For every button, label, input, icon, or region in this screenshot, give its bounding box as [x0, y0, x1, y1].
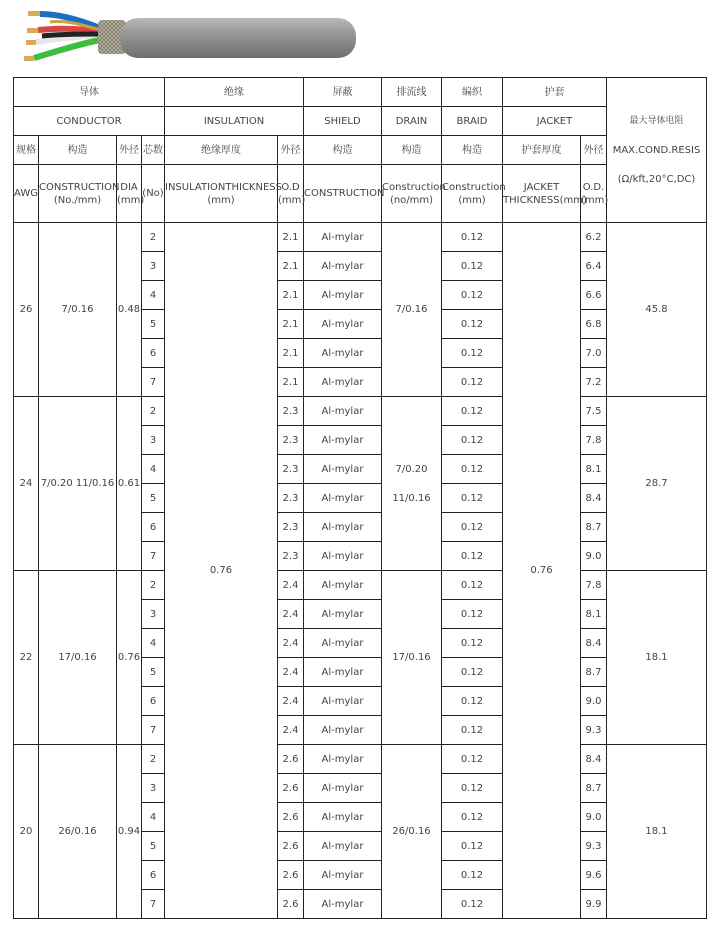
- braid-cell: 0.12: [442, 368, 503, 397]
- jacket-od-cell: 9.3: [581, 832, 607, 861]
- resistance-cell: 18.1: [607, 745, 707, 919]
- header-drain-en: DRAIN: [382, 107, 442, 136]
- dia-cell: 0.48: [117, 223, 142, 397]
- table-row: [14, 571, 707, 600]
- jacket-od-cell: 6.2: [581, 223, 607, 252]
- jacket-od-cell: 6.6: [581, 281, 607, 310]
- braid-cell: 0.12: [442, 397, 503, 426]
- sub-jacket-od-en-label: O.D.: [582, 181, 605, 193]
- cores-cell: 3: [142, 426, 165, 455]
- drain-line: 11/0.16: [392, 492, 431, 504]
- braid-cell: 0.12: [442, 455, 503, 484]
- insulation-od-cell: 2.3: [278, 397, 304, 426]
- jacket-od-cell: 6.8: [581, 310, 607, 339]
- insulation-od-cell: 2.4: [278, 658, 304, 687]
- insulation-od-cell: 2.4: [278, 716, 304, 745]
- cores-cell: 4: [142, 803, 165, 832]
- jacket-od-cell: 9.0: [581, 687, 607, 716]
- cores-cell: 2: [142, 745, 165, 774]
- cores-cell: 3: [142, 774, 165, 803]
- sub-drain-construction-en: [382, 165, 446, 223]
- insulation-od-cell: 2.1: [278, 252, 304, 281]
- cores-cell: 6: [142, 339, 165, 368]
- sub-jacket-thickness-en-label-1: JACKET: [523, 181, 560, 193]
- header-resistance-unit: (Ω/kft,20°C,DC): [617, 173, 696, 185]
- sub-awg-en: AWG: [14, 165, 39, 223]
- drain-line: 26/0.16: [392, 826, 431, 837]
- sub-braid-construction-cn: 构造: [442, 136, 503, 165]
- sub-ins-od-en-label: O.D: [281, 181, 300, 193]
- cable-illustration: [20, 0, 360, 78]
- insulation-od-cell: 2.3: [278, 426, 304, 455]
- braid-cell: 0.12: [442, 745, 503, 774]
- sub-ins-thickness-en: [165, 165, 282, 223]
- cores-cell: 4: [142, 281, 165, 310]
- shield-cell: Al-mylar: [304, 687, 382, 716]
- sub-drain-construction-en-label: Construction: [382, 181, 446, 193]
- shield-cell: Al-mylar: [304, 861, 382, 890]
- insulation-od-cell: 2.6: [278, 832, 304, 861]
- cores-cell: 7: [142, 716, 165, 745]
- jacket-od-cell: 8.7: [581, 774, 607, 803]
- braid-cell: 0.12: [442, 252, 503, 281]
- header-resistance: [607, 78, 707, 223]
- braid-cell: 0.12: [442, 513, 503, 542]
- cable-jacket: [120, 18, 356, 58]
- jacket-od-cell: 7.8: [581, 571, 607, 600]
- shield-cell: Al-mylar: [304, 339, 382, 368]
- insulation-od-cell: 2.3: [278, 542, 304, 571]
- sub-jacket-od-cn: 外径: [581, 136, 607, 165]
- sub-dia-cn: 外径: [117, 136, 142, 165]
- braid-cell: 0.12: [442, 716, 503, 745]
- awg-cell: 20: [14, 745, 39, 919]
- insulation-od-cell: 2.3: [278, 484, 304, 513]
- shield-cell: Al-mylar: [304, 745, 382, 774]
- header-conductor-cn: 导体: [14, 78, 165, 107]
- insulation-od-cell: 2.6: [278, 803, 304, 832]
- cores-cell: 2: [142, 397, 165, 426]
- header-shield-cn: 屏蔽: [304, 78, 382, 107]
- shield-cell: Al-mylar: [304, 426, 382, 455]
- cores-cell: 5: [142, 832, 165, 861]
- construction-cell: 7/0.16: [39, 223, 117, 397]
- jacket-od-cell: 7.8: [581, 426, 607, 455]
- jacket-od-cell: 7.0: [581, 339, 607, 368]
- table-row: [14, 223, 707, 252]
- braid-cell: 0.12: [442, 571, 503, 600]
- sub-construction-cn: 构造: [39, 136, 117, 165]
- insulation-od-cell: 2.3: [278, 455, 304, 484]
- shield-cell: Al-mylar: [304, 310, 382, 339]
- insulation-thickness-cell: 0.76: [165, 223, 278, 919]
- shield-cell: Al-mylar: [304, 368, 382, 397]
- cores-cell: 6: [142, 687, 165, 716]
- shield-cell: Al-mylar: [304, 890, 382, 919]
- header-braid-en: BRAID: [442, 107, 503, 136]
- shield-cell: Al-mylar: [304, 658, 382, 687]
- resistance-cell: 18.1: [607, 571, 707, 745]
- shield-cell: Al-mylar: [304, 281, 382, 310]
- cores-cell: 5: [142, 658, 165, 687]
- header-jacket-en: JACKET: [503, 107, 607, 136]
- braid-cell: 0.12: [442, 774, 503, 803]
- subheader-row-en: [14, 165, 707, 223]
- resistance-cell: 28.7: [607, 397, 707, 571]
- drain-cell: [382, 397, 442, 571]
- braid-cell: 0.12: [442, 600, 503, 629]
- braid-cell: 0.12: [442, 542, 503, 571]
- shield-cell: Al-mylar: [304, 629, 382, 658]
- drain-line: 17/0.16: [392, 652, 431, 663]
- cores-cell: 5: [142, 310, 165, 339]
- header-insulation-cn: 绝缘: [165, 78, 304, 107]
- jacket-od-cell: 7.2: [581, 368, 607, 397]
- resistance-cell: 45.8: [607, 223, 707, 397]
- insulation-od-cell: 2.4: [278, 687, 304, 716]
- awg-cell: 24: [14, 397, 39, 571]
- insulation-od-cell: 2.1: [278, 368, 304, 397]
- cores-cell: 7: [142, 890, 165, 919]
- braid-cell: 0.12: [442, 832, 503, 861]
- dia-cell: 0.94: [117, 745, 142, 919]
- insulation-od-cell: 2.6: [278, 861, 304, 890]
- insulation-od-cell: 2.4: [278, 600, 304, 629]
- sub-jacket-od-en: [581, 165, 607, 223]
- header-resistance-cn: 最大导体电阻: [629, 115, 684, 126]
- insulation-od-cell: 2.1: [278, 339, 304, 368]
- braid-cell: 0.12: [442, 281, 503, 310]
- cores-cell: 4: [142, 455, 165, 484]
- braid-cell: 0.12: [442, 890, 503, 919]
- jacket-od-cell: 8.4: [581, 629, 607, 658]
- shield-cell: Al-mylar: [304, 803, 382, 832]
- cores-cell: 3: [142, 252, 165, 281]
- sub-shield-construction-en: CONSTRUCTION: [304, 165, 382, 223]
- drain-cell: [382, 571, 442, 745]
- braid-cell: 0.12: [442, 223, 503, 252]
- shield-cell: Al-mylar: [304, 571, 382, 600]
- cores-cell: 7: [142, 542, 165, 571]
- shield-cell: Al-mylar: [304, 513, 382, 542]
- braid-cell: 0.12: [442, 484, 503, 513]
- jacket-od-cell: 8.4: [581, 484, 607, 513]
- braid-cell: 0.12: [442, 339, 503, 368]
- table-row: [14, 397, 707, 426]
- shield-cell: Al-mylar: [304, 832, 382, 861]
- drain-line: 7/0.20: [395, 463, 428, 475]
- drain-cell: [382, 745, 442, 919]
- sub-ins-od-en: [278, 165, 304, 223]
- header-shield-en: SHIELD: [304, 107, 382, 136]
- header-conductor-en: CONDUCTOR: [14, 107, 165, 136]
- sub-jacket-thickness-en-label-2: THICKNESS(mm): [503, 194, 587, 206]
- awg-cell: 26: [14, 223, 39, 397]
- sub-dia-en: [117, 165, 145, 223]
- header-row-en: [14, 107, 707, 136]
- insulation-od-cell: 2.6: [278, 774, 304, 803]
- drain-cell: [382, 223, 442, 397]
- cores-cell: 3: [142, 600, 165, 629]
- braid-cell: 0.12: [442, 310, 503, 339]
- construction-cell: 7/0.20 11/0.16: [39, 397, 117, 571]
- jacket-od-cell: 9.0: [581, 542, 607, 571]
- header-insulation-en: INSULATION: [165, 107, 304, 136]
- construction-cell: 26/0.16: [39, 745, 117, 919]
- sub-jacket-od-en-unit: (mm): [581, 194, 609, 206]
- braid-cell: 0.12: [442, 426, 503, 455]
- jacket-od-cell: 6.4: [581, 252, 607, 281]
- shield-cell: Al-mylar: [304, 252, 382, 281]
- sub-ins-od-en-unit: (mm): [278, 194, 306, 206]
- jacket-od-cell: 9.3: [581, 716, 607, 745]
- jacket-od-cell: 9.9: [581, 890, 607, 919]
- sub-shield-construction-cn: 构造: [304, 136, 382, 165]
- sub-dia-en-unit: (mm): [117, 194, 145, 206]
- shield-cell: Al-mylar: [304, 774, 382, 803]
- shield-cell: Al-mylar: [304, 542, 382, 571]
- braid-cell: 0.12: [442, 687, 503, 716]
- jacket-od-cell: 8.1: [581, 600, 607, 629]
- header-drain-cn: 排流线: [382, 78, 442, 107]
- jacket-od-cell: 9.6: [581, 861, 607, 890]
- spec-table: [13, 77, 707, 919]
- insulation-od-cell: 2.6: [278, 890, 304, 919]
- construction-cell: 17/0.16: [39, 571, 117, 745]
- sub-jacket-thickness-cn: 护套厚度: [503, 136, 581, 165]
- jacket-thickness-cell: 0.76: [503, 223, 581, 919]
- sub-construction-en-unit: (No./mm): [53, 194, 102, 206]
- jacket-od-cell: 8.4: [581, 745, 607, 774]
- braid-cell: 0.12: [442, 861, 503, 890]
- shield-cell: Al-mylar: [304, 223, 382, 252]
- braid-cell: 0.12: [442, 803, 503, 832]
- insulation-od-cell: 2.4: [278, 629, 304, 658]
- sub-braid-construction-en-unit: (mm): [458, 194, 486, 206]
- jacket-od-cell: 8.7: [581, 658, 607, 687]
- insulation-od-cell: 2.6: [278, 745, 304, 774]
- jacket-od-cell: 9.0: [581, 803, 607, 832]
- sub-ins-thickness-cn: 绝缘厚度: [165, 136, 278, 165]
- drain-line: 7/0.16: [395, 304, 428, 315]
- shield-cell: Al-mylar: [304, 455, 382, 484]
- insulation-od-cell: 2.4: [278, 571, 304, 600]
- cores-cell: 7: [142, 368, 165, 397]
- sub-drain-construction-cn: 构造: [382, 136, 442, 165]
- insulation-od-cell: 2.1: [278, 310, 304, 339]
- sub-awg-cn: 规格: [14, 136, 39, 165]
- insulation-od-cell: 2.1: [278, 281, 304, 310]
- header-resistance-en: MAX.COND.RESIS: [612, 144, 701, 156]
- cable-wires: [24, 11, 100, 61]
- insulation-od-cell: 2.1: [278, 223, 304, 252]
- cores-cell: 4: [142, 629, 165, 658]
- sub-cores-en: (No): [142, 165, 165, 223]
- jacket-od-cell: 8.7: [581, 513, 607, 542]
- cores-cell: 2: [142, 223, 165, 252]
- sub-cores-cn: 芯数: [142, 136, 165, 165]
- jacket-od-cell: 8.1: [581, 455, 607, 484]
- sub-braid-construction-en-label: Construction: [442, 181, 506, 193]
- shield-cell: Al-mylar: [304, 484, 382, 513]
- table-row: [14, 745, 707, 774]
- subheader-row-cn: [14, 136, 707, 165]
- dia-cell: 0.76: [117, 571, 142, 745]
- sub-jacket-thickness-en: [503, 165, 587, 223]
- sub-dia-en-label: DIA: [120, 181, 138, 193]
- cores-cell: 2: [142, 571, 165, 600]
- shield-cell: Al-mylar: [304, 600, 382, 629]
- sub-ins-thickness-en-label: INSULATIONTHICKNESS: [165, 181, 282, 193]
- shield-cell: Al-mylar: [304, 716, 382, 745]
- header-row-cn: [14, 78, 707, 107]
- cores-cell: 6: [142, 861, 165, 890]
- sub-ins-od-cn: 外径: [278, 136, 304, 165]
- cores-cell: 5: [142, 484, 165, 513]
- dia-cell: 0.61: [117, 397, 142, 571]
- sub-drain-construction-en-unit: (no/mm): [389, 194, 434, 206]
- sub-braid-construction-en: [442, 165, 506, 223]
- braid-cell: 0.12: [442, 629, 503, 658]
- awg-cell: 22: [14, 571, 39, 745]
- shield-cell: Al-mylar: [304, 397, 382, 426]
- insulation-od-cell: 2.3: [278, 513, 304, 542]
- header-braid-cn: 编织: [442, 78, 503, 107]
- sub-construction-en-label: CONSTRUCTION: [39, 181, 120, 193]
- header-jacket-cn: 护套: [503, 78, 607, 107]
- cores-cell: 6: [142, 513, 165, 542]
- sub-ins-thickness-en-unit: (mm): [207, 194, 235, 206]
- braid-cell: 0.12: [442, 658, 503, 687]
- sub-construction-en: [39, 165, 120, 223]
- jacket-od-cell: 7.5: [581, 397, 607, 426]
